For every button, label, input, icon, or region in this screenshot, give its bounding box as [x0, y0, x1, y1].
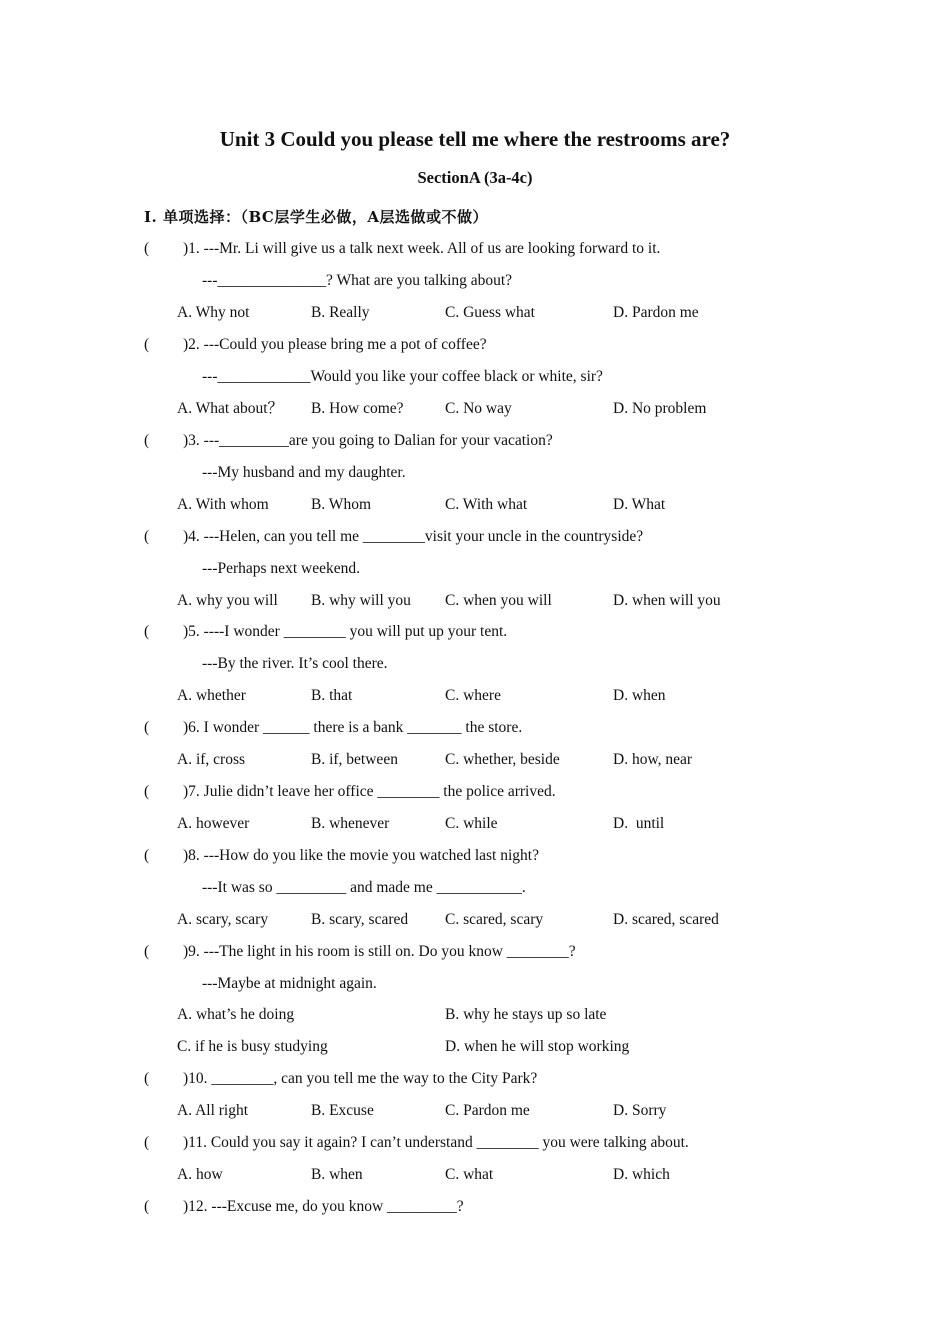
option-b: B. why he stays up so late — [445, 1006, 607, 1023]
option-b: B. Excuse — [311, 1102, 374, 1119]
option-a: A. All right — [177, 1102, 249, 1119]
question-reply: ---Maybe at midnight again. — [202, 975, 377, 992]
section-subtitle: SectionA (3a-4c) — [417, 168, 533, 187]
question-stem: )5. ----I wonder ________ you will put up your tent. — [183, 623, 508, 640]
option-a: A. if, cross — [177, 751, 246, 768]
answer-bracket: ( — [144, 623, 150, 640]
question-stem: )4. ---Helen, can you tell me ________visit your uncle in the countryside? — [183, 528, 644, 545]
answer-bracket: ( — [144, 1070, 150, 1087]
option-c: C. Pardon me — [445, 1102, 530, 1119]
option-a: A. Why not — [177, 304, 250, 321]
question-stem: )9. ---The light in his room is still on. Do you know ________? — [183, 943, 576, 960]
option-b: B. if, between — [311, 751, 398, 768]
option-a: A. What about？ — [177, 400, 284, 417]
question-stem: )11. Could you say it again? I can’t understand ________ you were talking about. — [183, 1134, 689, 1151]
question-reply: ---Perhaps next weekend. — [202, 560, 360, 577]
option-c: C. if he is busy studying — [177, 1038, 328, 1055]
section-heading: I. 单项选择：（BC层学生必做，A层选做或不做） — [144, 208, 488, 226]
option-d: D. how, near — [613, 751, 693, 768]
answer-bracket: ( — [144, 1134, 150, 1151]
question-stem: )12. ---Excuse me, do you know _________? — [183, 1198, 464, 1215]
option-c: C. while — [445, 815, 498, 832]
question-reply: ---My husband and my daughter. — [202, 464, 406, 481]
option-d: D. Sorry — [613, 1102, 667, 1119]
option-b: B. why will you — [311, 592, 411, 609]
option-c: C. With what — [445, 496, 528, 513]
option-c: C. when you will — [445, 592, 552, 609]
option-d: D. scared, scared — [613, 911, 719, 928]
answer-bracket: ( — [144, 240, 150, 257]
answer-bracket: ( — [144, 783, 150, 800]
question-reply: ---______________? What are you talking about? — [202, 272, 513, 289]
option-d: D. which — [613, 1166, 670, 1183]
option-b: B. whenever — [311, 815, 390, 832]
question-stem: )10. ________, can you tell me the way to the City Park? — [183, 1070, 538, 1087]
answer-bracket: ( — [144, 432, 150, 449]
option-a: A. why you will — [177, 592, 278, 609]
answer-bracket: ( — [144, 847, 150, 864]
question-stem: )1. ---Mr. Li will give us a talk next week. All of us are looking forward to it. — [183, 240, 661, 257]
option-a: A. With whom — [177, 496, 269, 513]
option-c: C. whether, beside — [445, 751, 560, 768]
option-a: A. scary, scary — [177, 911, 269, 928]
option-d: D. Pardon me — [613, 304, 699, 321]
question-stem: )8. ---How do you like the movie you watched last night? — [183, 847, 539, 864]
answer-bracket: ( — [144, 528, 150, 545]
option-c: C. where — [445, 687, 501, 704]
option-d: D. No problem — [613, 400, 707, 417]
option-c: C. what — [445, 1166, 494, 1183]
option-b: B. that — [311, 687, 353, 704]
option-d: D. What — [613, 496, 666, 513]
option-b: B. scary, scared — [311, 911, 409, 928]
answer-bracket: ( — [144, 336, 150, 353]
option-a: A. whether — [177, 687, 246, 704]
question-reply: ---By the river. It’s cool there. — [202, 655, 388, 672]
question-stem: )2. ---Could you please bring me a pot of coffee? — [183, 336, 487, 353]
question-reply: ---It was so _________ and made me ___________. — [202, 879, 526, 896]
option-d: D. until — [613, 815, 665, 832]
option-b: B. when — [311, 1166, 363, 1183]
option-c: C. scared, scary — [445, 911, 544, 928]
option-b: B. Whom — [311, 496, 371, 513]
option-a: A. what’s he doing — [177, 1006, 295, 1023]
option-b: B. Really — [311, 304, 370, 321]
option-d: D. when he will stop working — [445, 1038, 630, 1055]
page-title: Unit 3 Could you please tell me where the restrooms are? — [219, 127, 731, 151]
option-d: D. when — [613, 687, 666, 704]
option-c: C. Guess what — [445, 304, 535, 321]
option-a: A. however — [177, 815, 250, 832]
answer-bracket: ( — [144, 719, 150, 736]
question-stem: )3. ---_________are you going to Dalian for your vacation? — [183, 432, 553, 449]
question-reply: ---____________Would you like your coffee black or white, sir? — [202, 368, 603, 385]
option-b: B. How come? — [311, 400, 404, 417]
answer-bracket: ( — [144, 943, 150, 960]
option-d: D. when will you — [613, 592, 721, 609]
question-stem: )7. Julie didn’t leave her office ________ the police arrived. — [183, 783, 556, 800]
answer-bracket: ( — [144, 1198, 150, 1215]
question-stem: )6. I wonder ______ there is a bank _______ the store. — [183, 719, 523, 736]
option-c: C. No way — [445, 400, 512, 417]
option-a: A. how — [177, 1166, 223, 1183]
